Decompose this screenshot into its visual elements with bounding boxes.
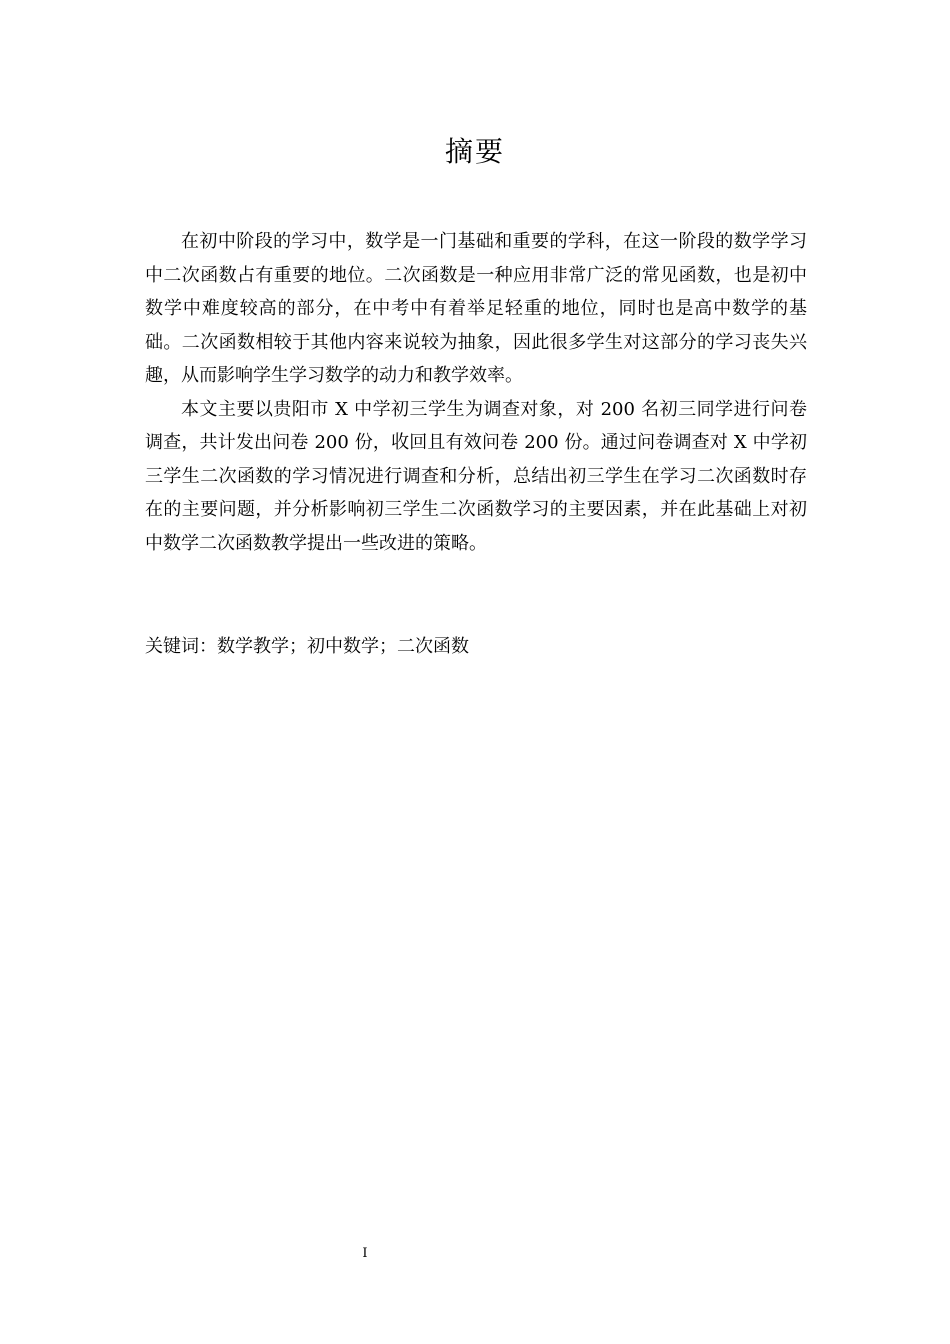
abstract-body: [145, 225, 807, 560]
abstract-title: 摘要: [444, 135, 505, 168]
keywords-line: [145, 633, 807, 661]
page-number: I: [362, 1246, 368, 1261]
keywords-label: 关键词：: [145, 636, 217, 657]
abstract-paragraph-2: 本文主要以贵阳市 X 中学初三学生为调查对象，对 200 名初三同学进行问卷调查，共计发出问卷 200 份，收回且有效问卷 200 份。通过问卷调查对 X 中学初三学生二次函数的学习情况进行调查和分析，总结出初三学生在学习二次函数时存在的主要问题，并分析影响初三学生二次函数学习的主要因素，并在此基础上对初中数学二次函数教学提出一些改进的策略。: [145, 398, 807, 554]
keywords-text: 数学教学；初中数学；二次函数: [217, 636, 469, 657]
abstract-paragraph-1: 在初中阶段的学习中，数学是一门基础和重要的学科，在这一阶段的数学学习中二次函数占有重要的地位。二次函数是一种应用非常广泛的常见函数，也是初中数学中难度较高的部分，在中考中有着举足轻重的地位，同时也是高中数学的基础。二次函数相较于其他内容来说较为抽象，因此很多学生对这部分的学习丧失兴趣，从而影响学生学习数学的动力和教学效率。: [145, 231, 807, 386]
